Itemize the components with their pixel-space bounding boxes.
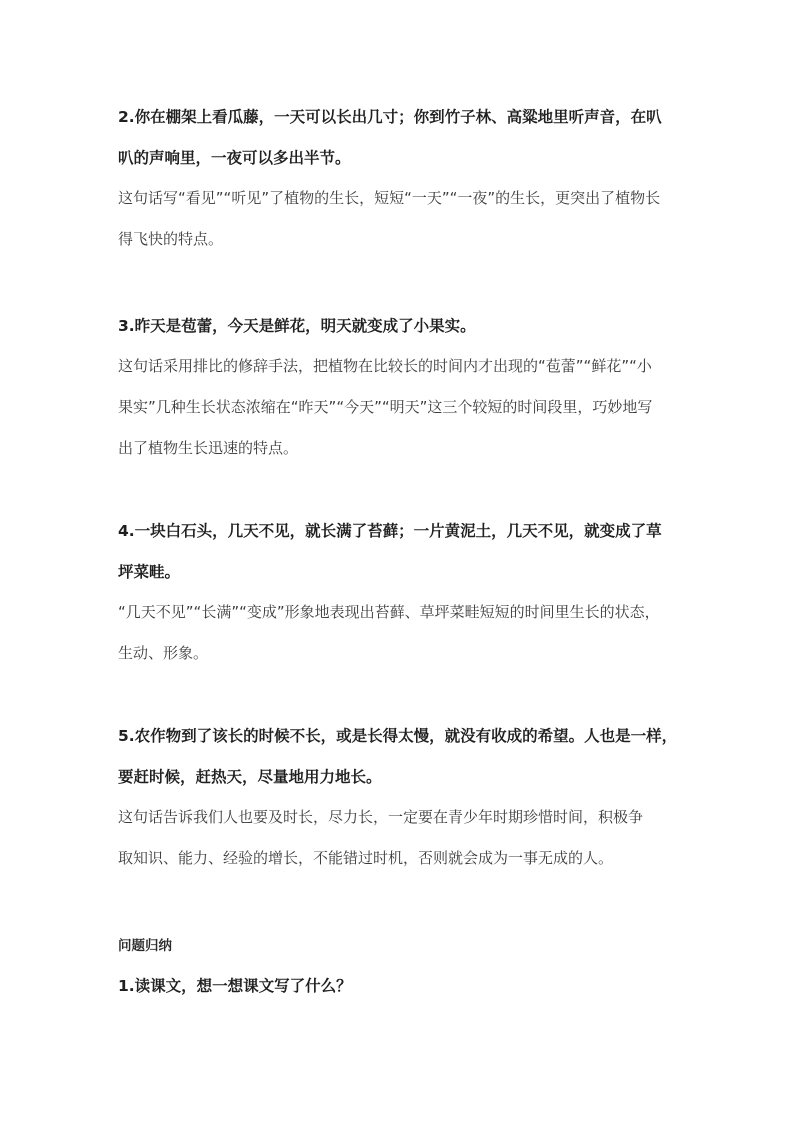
section-body-line: 这句话告诉我们人也要及时长，尽力长，一定要在青少年时期珍惜时间，积极争 <box>118 808 644 826</box>
section-body-line: “几天不见”“长满”“变成”形象地表现出苔藓、草坪菜畦短短的时间里生长的状态， <box>118 603 660 621</box>
section-heading-line: 坪菜畦。 <box>118 563 181 581</box>
summary-question: 1.读课文，想一想课文写了什么？ <box>118 977 352 995</box>
section-heading-line: 5.农作物到了该长的时候不长，或是长得太慢，就没有收成的希望。人也是一样， <box>118 727 678 745</box>
section-body-line: 取知识、能力、经验的增长，不能错过时机，否则就会成为一事无成的人。 <box>118 849 614 867</box>
section-body-line: 这句话写“看见”“听见”了植物的生长，短短“一天”“一夜”的生长，更突出了植物长 <box>118 189 661 207</box>
section-body-line: 这句话采用排比的修辞手法，把植物在比较长的时间内才出现的“苞蕾”“鲜花”“小 <box>118 357 652 375</box>
section-body-line: 出了植物生长迅速的特点。 <box>118 439 299 457</box>
summary-title: 问题归纳 <box>118 938 172 954</box>
section-body-line: 得飞快的特点。 <box>118 230 224 248</box>
section-heading-line: 4.一块白石头，几天不见，就长满了苔藓；一片黄泥土，几天不见，就变成了草 <box>118 522 662 540</box>
section-heading-line: 2.你在棚架上看瓜藤，一天可以长出几寸；你到竹子林、高粱地里听声音，在叭 <box>118 108 662 126</box>
section-body-line: 果实”几种生长状态浓缩在“昨天”“今天”“明天”这三个较短的时间段里，巧妙地写 <box>118 398 653 416</box>
section-heading-line: 叭的声响里，一夜可以多出半节。 <box>118 149 351 167</box>
section-body-line: 生动、形象。 <box>118 644 209 662</box>
section-heading-line: 3.昨天是苞蕾，今天是鲜花，明天就变成了小果实。 <box>118 317 476 335</box>
section-heading-line: 要赶时候，赶热天，尽量地用力地长。 <box>118 768 382 786</box>
